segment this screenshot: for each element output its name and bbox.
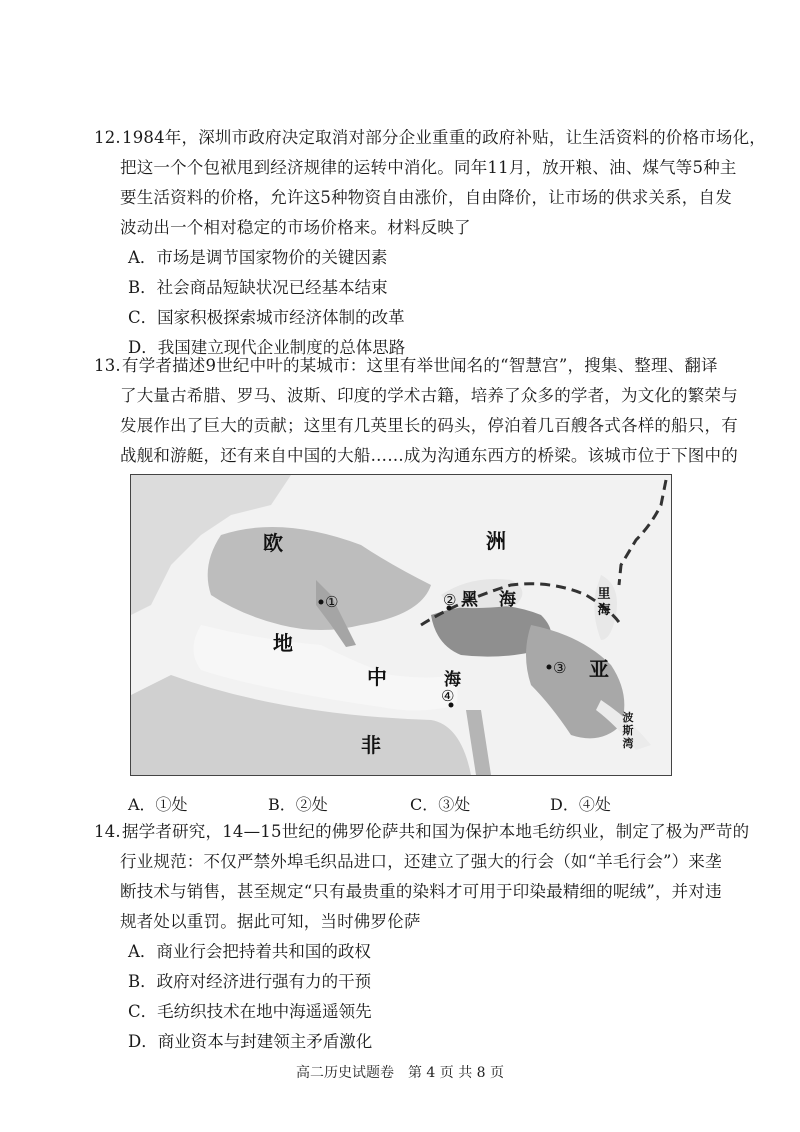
q14-option-a[interactable]: A．商业行会把持着共和国的政权 [128,942,371,961]
map-marker-dot-1 [319,600,324,605]
map-marker-2: ② [443,591,457,609]
map-label-med-2: 中 [367,665,387,689]
q12-line-2: 把这一个个包袱甩到经济规律的运转中消化。同年11月，放开粮、油、煤气等5种主 [120,158,737,177]
q13-line-2: 了大量古希腊、罗马、波斯、印度的学术古籍，培养了众多的学者，为文化的繁荣与 [120,386,738,405]
q14-number: 14. [94,822,121,841]
q12-option-c[interactable]: C．国家积极探索城市经济体制的改革 [128,308,405,327]
map-label-caspian: 里海 [597,587,611,618]
q12-line-4: 波动出一个相对稳定的市场价格来。材料反映了 [120,218,471,237]
map-marker-3: ③ [553,659,567,677]
q12-line-1 [94,126,766,150]
map-label-persian-gulf: 波斯湾 [622,711,634,750]
q12-number: 12. [94,128,121,147]
map-graphic [131,475,671,775]
q12-option-d[interactable]: D．我国建立现代企业制度的总体思路 [128,338,406,357]
q14-line-4: 规者处以重罚。据此可知，当时佛罗伦萨 [120,912,421,931]
map-label-black-1: 黑 [461,590,478,610]
q14-line-1 [94,820,749,844]
map-marker-1: ① [325,593,339,611]
q13-text-1: 有学者描述9世纪中叶的某城市：这里有举世闻名的“智慧宫”，搜集、整理、翻译 [122,356,718,375]
q12-text-1: 1984年，深圳市政府决定取消对部分企业重重的政府补贴，让生活资料的价格市场化， [122,128,766,147]
q13-option-c[interactable]: C．③处 [410,795,471,814]
q13-option-d[interactable]: D．④处 [550,795,611,814]
q12-line-3: 要生活资料的价格，允许这5种物资自由涨价，自由降价，让市场的供求关系，自发 [120,188,732,207]
q13-line-1 [94,354,718,378]
q13-number: 13. [94,356,121,375]
map-label-black-2: 海 [499,590,516,610]
map-label-med-1: 地 [273,631,293,655]
map-marker-4: ④ [441,687,455,705]
q12-option-b[interactable]: B．社会商品短缺状况已经基本结束 [128,278,388,297]
mediterranean-map [130,474,672,776]
q14-option-b[interactable]: B．政府对经济进行强有力的干预 [128,972,372,991]
q14-option-d[interactable]: D．商业资本与封建领主矛盾激化 [128,1032,373,1051]
q13-option-a[interactable]: A．①处 [128,795,188,814]
map-label-med-3: 海 [444,670,461,690]
map-label-asia: 亚 [589,657,609,681]
q14-line-3: 断技术与销售，甚至规定“只有最贵重的染料才可用于印染最精细的呢绒”，并对违 [120,882,722,901]
q14-line-2: 行业规范：不仅严禁外埠毛织品进口，还建立了强大的行会（如“羊毛行会”）来垄 [120,852,722,871]
map-label-africa: 非 [361,733,381,757]
page-footer: 高二历史试题卷 第 4 页 共 8 页 [295,1065,505,1081]
q12-option-a[interactable]: A．市场是调节国家物价的关键因素 [128,248,388,267]
q13-line-4: 战舰和游艇，还有来自中国的大船……成为沟通东西方的桥梁。该城市位于下图中的 [120,446,738,465]
q14-option-c[interactable]: C．毛纺织技术在地中海遥遥领先 [128,1002,372,1021]
q14-text-1: 据学者研究，14—15世纪的佛罗伦萨共和国为保护本地毛纺织业，制定了极为严苛的 [122,822,750,841]
map-label-europe-2: 洲 [486,529,506,553]
q13-line-3: 发展作出了巨大的贡献；这里有几英里长的码头，停泊着几百艘各式各样的船只，有 [120,416,738,435]
map-label-europe-1: 欧 [263,531,283,555]
q13-option-b[interactable]: B．②处 [268,795,328,814]
map-marker-dot-3 [547,665,552,670]
